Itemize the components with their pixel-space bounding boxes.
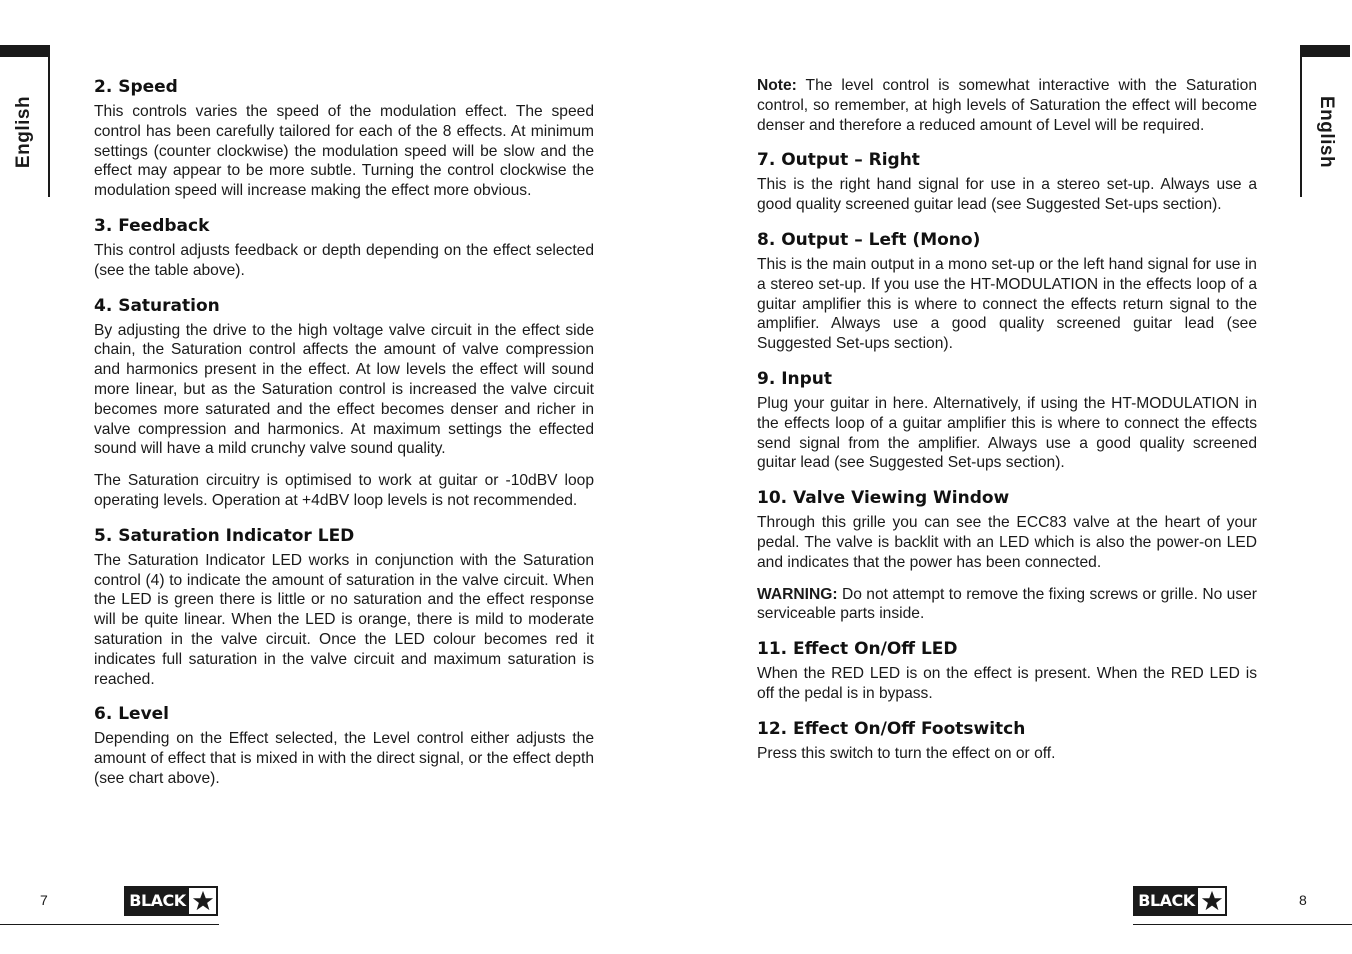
- section-valve-window: [757, 487, 1257, 624]
- section-text: This controls varies the speed of the modulation effect. The speed control has been carefully tailored for each of the 8 effects. At minimum settings (counter clockwise) the modulation speed will be slow and the effect may appear to be more subtle. Turning the control clockwise the modulation speed will increase making the effect more obvious.: [94, 103, 594, 200]
- section-text: Press this switch to turn the effect on or off.: [757, 744, 1056, 762]
- section-text: This control adjusts feedback or depth depending on the effect selected (see the table above).: [94, 241, 594, 279]
- section-heading: 5. Saturation Indicator LED: [94, 525, 355, 546]
- warning-label: WARNING:: [757, 585, 838, 603]
- section-heading: 8. Output – Left (Mono): [757, 229, 981, 250]
- section-level: [94, 703, 594, 788]
- section-text: Plug your guitar in here. Alternatively, if using the HT-MODULATION in the effects loop of a guitar amplifier this is where to connect the effects send signal from the amplifier. Always use a good quality screened guitar lead (see Suggested Set-ups section).: [757, 394, 1257, 472]
- star-icon: [1198, 888, 1225, 914]
- language-label: English: [1316, 95, 1337, 169]
- section-heading: 2. Speed: [94, 77, 178, 97]
- warning-body: Do not attempt to remove the fixing screws or grille. No user serviceable parts inside.: [757, 585, 1257, 623]
- section-text: When the RED LED is on the effect is present. When the RED LED is off the pedal is in bypass.: [757, 665, 1257, 702]
- language-tab-right: [1300, 45, 1350, 197]
- page-number-right: 8: [1299, 892, 1307, 908]
- section-output-right: [757, 149, 1257, 215]
- logo-wordmark: BLACK: [1135, 888, 1198, 914]
- warning-text: [757, 585, 1257, 625]
- section-heading: 11. Effect On/Off LED: [757, 639, 958, 660]
- brand-logo: [124, 886, 218, 916]
- section-text: Depending on the Effect selected, the Level control either adjusts the amount of effect that is mixed in with the direct signal, or the effect depth (see chart above).: [94, 730, 594, 787]
- section-heading: 4. Saturation: [94, 295, 220, 316]
- brand-logo: [1133, 886, 1227, 916]
- section-footswitch: [757, 718, 1257, 764]
- section-heading: 7. Output – Right: [757, 150, 920, 171]
- note-body: The level control is somewhat interactive with the Saturation control, so remember, at high levels of Saturation the effect will become denser and therefore a reduced amount of Level will be required.: [757, 77, 1257, 134]
- right-column: [757, 76, 1257, 778]
- footer-rule: [1133, 924, 1352, 925]
- section-effect-led: [757, 638, 1257, 704]
- note-text: [757, 76, 1257, 135]
- section-heading: 9. Input: [757, 368, 833, 389]
- page-number-left: 7: [40, 892, 48, 908]
- section-heading: 12. Effect On/Off Footswitch: [757, 718, 1026, 739]
- section-saturation: [94, 295, 594, 511]
- section-input: [757, 368, 1257, 473]
- section-text: Through this grille you can see the ECC83 valve at the heart of your pedal. The valve is backlit with an LED which is also the power-on LED and indicates that the power has been connected.: [757, 514, 1257, 571]
- note-label: Note:: [757, 77, 797, 94]
- star-icon: [189, 888, 216, 914]
- section-heading: 6. Level: [94, 704, 170, 725]
- section-text: This is the main output in a mono set-up or the left hand signal for use in a stereo set-up. If you use the HT-MODULATION in the effects loop of a guitar amplifier this is where to connect the effects return signal to the amplifier. Always use a good quality screened guitar lead (see Suggested Set-ups section).: [757, 255, 1257, 353]
- section-text: This is the right hand signal for use in a stereo set-up. Always use a good quality screened guitar lead (see Suggested Set-ups section).: [757, 176, 1257, 214]
- section-feedback: [94, 215, 594, 281]
- section-saturation-led: [94, 525, 594, 690]
- level-note: [757, 76, 1257, 135]
- section-heading: 10. Valve Viewing Window: [757, 488, 1010, 509]
- language-label: English: [13, 95, 34, 169]
- section-speed: [94, 76, 594, 201]
- section-heading: 3. Feedback: [94, 215, 210, 236]
- left-column: [94, 76, 594, 803]
- section-text: The Saturation Indicator LED works in conjunction with the Saturation control (4) to indicate the amount of saturation in the valve circuit. When the LED is green there is little or no saturation and the effect response will be quite linear. When the LED is orange, there is mild to moderate saturation in the valve circuit. Once the LED colour becomes red it indicates full saturation in the valve circuit and maximum saturation is reached.: [94, 551, 594, 688]
- logo-wordmark: BLACK: [126, 888, 189, 914]
- footer-rule: [0, 924, 219, 925]
- section-text: By adjusting the drive to the high voltage valve circuit in the effect side chain, the Saturation control affects the amount of valve compression and harmonics present in the effect. At low levels the effect will sound more linear, but as the Saturation control is increased the valve circuit becomes more saturated and the effect becomes denser and richer in valve compression and harmonics. At maximum settings the effected sound will have a mild crunchy valve sound quality.: [94, 321, 594, 458]
- language-tab-left: [0, 45, 50, 197]
- section-text: The Saturation circuitry is optimised to work at guitar or -10dBV loop operating levels. Operation at +4dBV loop levels is not recommended.: [94, 472, 594, 509]
- section-output-left: [757, 229, 1257, 354]
